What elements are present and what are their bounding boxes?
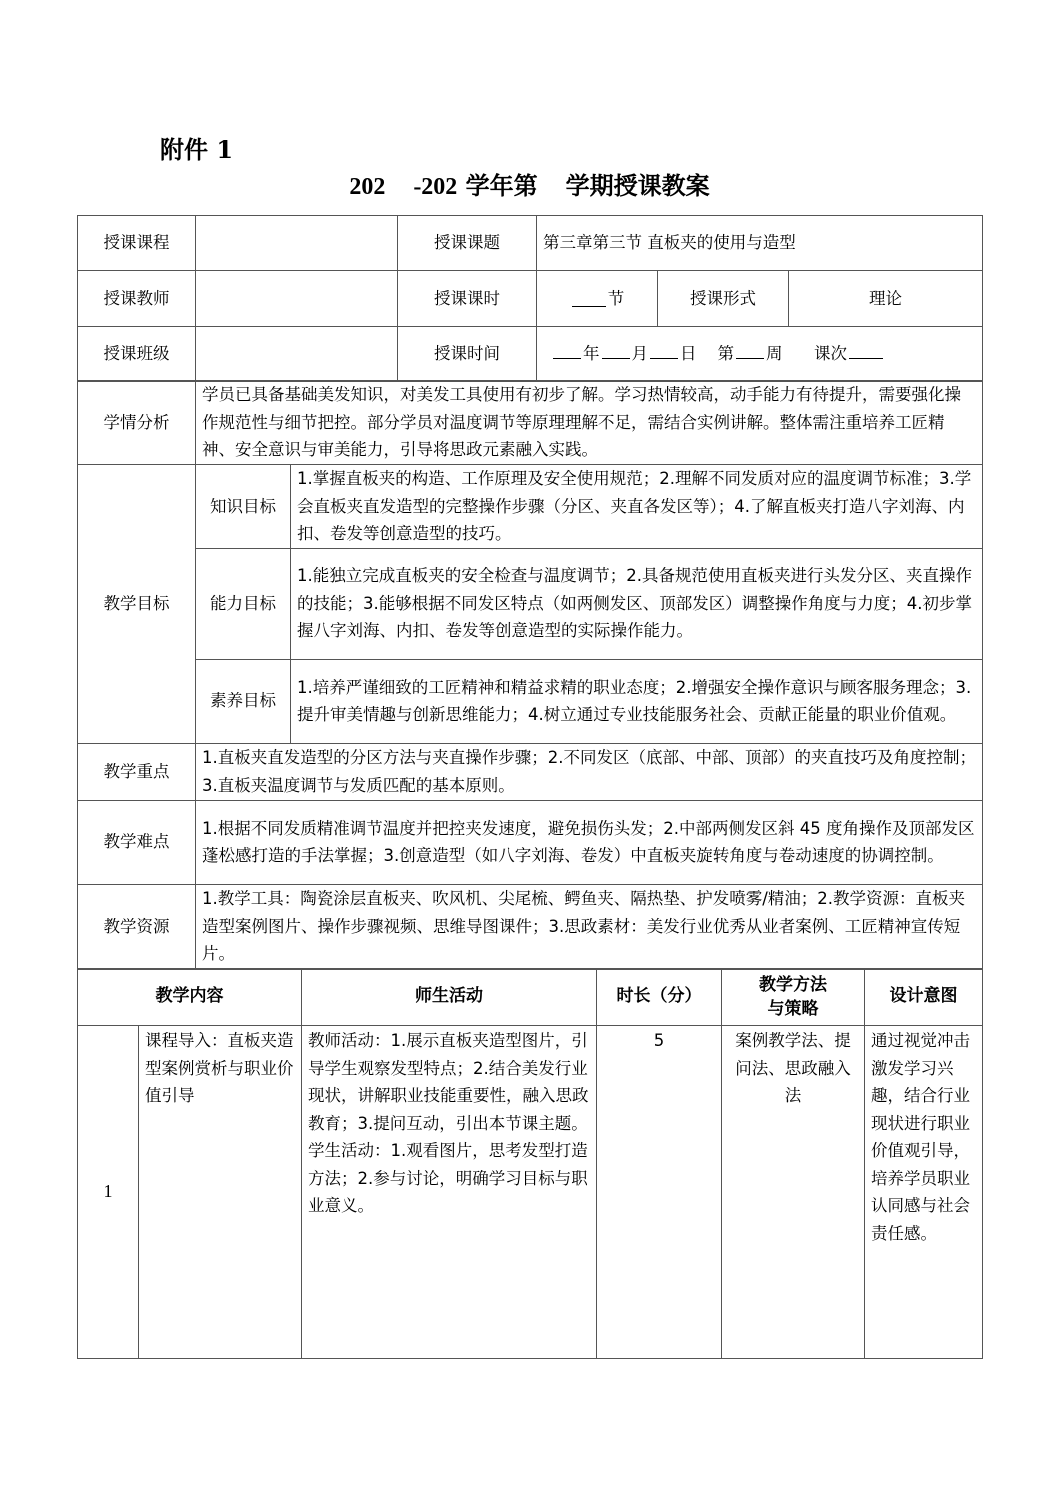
title-text-2: 学期授课教案	[565, 171, 710, 200]
topic-value[interactable]: 第三章第三节 直板夹的使用与造型	[537, 216, 983, 271]
month-unit: 月	[631, 344, 648, 364]
lesson-info-table	[77, 215, 983, 271]
day-unit: 日	[680, 344, 697, 364]
year-unit: 年	[583, 344, 600, 364]
title-year-start: 202	[349, 174, 386, 200]
row-class	[78, 327, 983, 382]
week-unit: 周	[765, 344, 783, 364]
row-resources	[78, 884, 983, 969]
hours-blank[interactable]	[572, 290, 606, 307]
hours-label: 授课课时	[398, 271, 537, 327]
teacher-label: 授课教师	[78, 271, 196, 327]
document-title	[0, 166, 1059, 201]
class-label: 授课班级	[78, 327, 196, 382]
hours-unit: 节	[607, 288, 625, 308]
row-objective-literacy	[78, 659, 983, 743]
class-value[interactable]	[196, 327, 398, 382]
row-index: 1	[78, 1026, 139, 1359]
header-methods	[722, 969, 865, 1026]
row-key-points	[78, 743, 983, 800]
month-blank[interactable]	[602, 342, 630, 359]
teaching-plan-table	[77, 968, 983, 1359]
header-duration: 时长（分）	[597, 969, 722, 1026]
objective-label-knowledge: 知识目标	[196, 465, 291, 549]
analysis-label: 学情分析	[78, 381, 196, 465]
resources-text: 1.教学工具：陶瓷涂层直板夹、吹风机、尖尾梳、鳄鱼夹、隔热垫、护发喷雾/精油；2.教学资源：直板夹造型案例图片、操作步骤视频、思维导图课件；3.思政素材：美发行业优秀从业者案例、工匠精神宣传短片。	[196, 884, 983, 969]
course-value[interactable]	[196, 216, 398, 271]
header-activities: 师生活动	[302, 969, 597, 1026]
objective-label-literacy: 素养目标	[196, 659, 291, 743]
course-label: 授课课程	[78, 216, 196, 271]
row-methods: 案例教学法、提问法、思政融入法	[722, 1026, 865, 1359]
session-label: 课次	[813, 344, 847, 364]
week-prefix: 第	[717, 344, 734, 364]
row-course	[78, 216, 983, 271]
row-intent: 通过视觉冲击激发学习兴趣，结合行业现状进行职业价值观引导，培养学员职业认同感与社会责任感。	[865, 1026, 983, 1359]
teacher-value[interactable]	[196, 271, 398, 327]
form-value[interactable]: 理论	[789, 271, 983, 327]
difficulties-text: 1.根据不同发质精准调节温度并把控夹发速度，避免损伤头发；2.中部两侧发区斜 45 度角操作及顶部发区蓬松感打造的手法掌握；3.创意造型（如八字刘海、卷发）中直板夹旋转角度与卷动速度的协调控制。	[196, 800, 983, 884]
header-intent: 设计意图	[865, 969, 983, 1026]
session-blank[interactable]	[849, 342, 883, 359]
table-row	[78, 1026, 983, 1359]
key-points-label: 教学重点	[78, 743, 196, 800]
difficulties-label: 教学难点	[78, 800, 196, 884]
lesson-detail-table	[77, 380, 983, 970]
time-label: 授课时间	[398, 327, 537, 382]
objective-text-knowledge: 1.掌握直板夹的构造、工作原理及安全使用规范；2.理解不同发质对应的温度调节标准；3.学会直板夹直发造型的完整操作步骤（分区、夹直各发区等）；4.了解直板夹打造八字刘海、内扣、卷发等创意造型的技巧。	[291, 465, 983, 549]
attachment-label: 附件 1	[160, 135, 234, 164]
title-year-end: -202	[413, 174, 458, 200]
row-teacher	[78, 271, 983, 327]
day-blank[interactable]	[650, 342, 678, 359]
row-objective-ability	[78, 548, 983, 659]
header-methods-line1: 教学方法	[759, 975, 827, 995]
time-value[interactable]	[537, 327, 983, 382]
form-label: 授课形式	[690, 288, 756, 308]
week-blank[interactable]	[736, 342, 764, 359]
hours-form-cell	[537, 271, 789, 327]
objectives-label: 教学目标	[78, 465, 196, 744]
hours-value[interactable]	[537, 271, 658, 326]
objective-text-literacy: 1.培养严谨细致的工匠精神和精益求精的职业态度；2.增强安全操作意识与顾客服务理念；3.提升审美情趣与创新思维能力；4.树立通过专业技能服务社会、贡献正能量的职业价值观。	[291, 659, 983, 743]
resources-label: 教学资源	[78, 884, 196, 969]
objective-label-ability: 能力目标	[196, 548, 291, 659]
objective-text-ability: 1.能独立完成直板夹的安全检查与温度调节；2.具备规范使用直板夹进行头发分区、夹直操作的技能；3.能够根据不同发区特点（如两侧发区、顶部发区）调整操作角度与力度；4.初步掌握八字刘海、内扣、卷发等创意造型的实际操作能力。	[291, 548, 983, 659]
plan-header-row	[78, 969, 983, 1026]
analysis-text: 学员已具备基础美发知识，对美发工具使用有初步了解。学习热情较高，动手能力有待提升，需要强化操作规范性与细节把控。部分学员对温度调节等原理理解不足，需结合实例讲解。整体需注重培养工匠精神、安全意识与审美能力，引导将思政元素融入实践。	[196, 381, 983, 465]
row-objective-knowledge	[78, 465, 983, 549]
lesson-info-table-2	[77, 270, 983, 382]
row-difficulties	[78, 800, 983, 884]
title-text-1: 学年第	[465, 171, 538, 200]
topic-label: 授课课题	[398, 216, 537, 271]
key-points-text: 1.直板夹直发造型的分区方法与夹直操作步骤；2.不同发区（底部、中部、顶部）的夹直技巧及角度控制；3.直板夹温度调节与发质匹配的基本原则。	[196, 743, 983, 800]
row-duration: 5	[597, 1026, 722, 1359]
year-blank[interactable]	[553, 342, 581, 359]
header-content: 教学内容	[78, 969, 302, 1026]
row-content: 课程导入：直板夹造型案例赏析与职业价值引导	[139, 1026, 302, 1359]
row-analysis	[78, 381, 983, 465]
header-methods-line2: 与策略	[767, 999, 819, 1019]
row-activities: 教师活动：1.展示直板夹造型图片，引导学生观察发型特点；2.结合美发行业现状，讲解职业技能重要性，融入思政教育；3.提问互动，引出本节课主题。学生活动：1.观看图片，思考发型打造方法；2.参与讨论，明确学习目标与职业意义。	[302, 1026, 597, 1359]
